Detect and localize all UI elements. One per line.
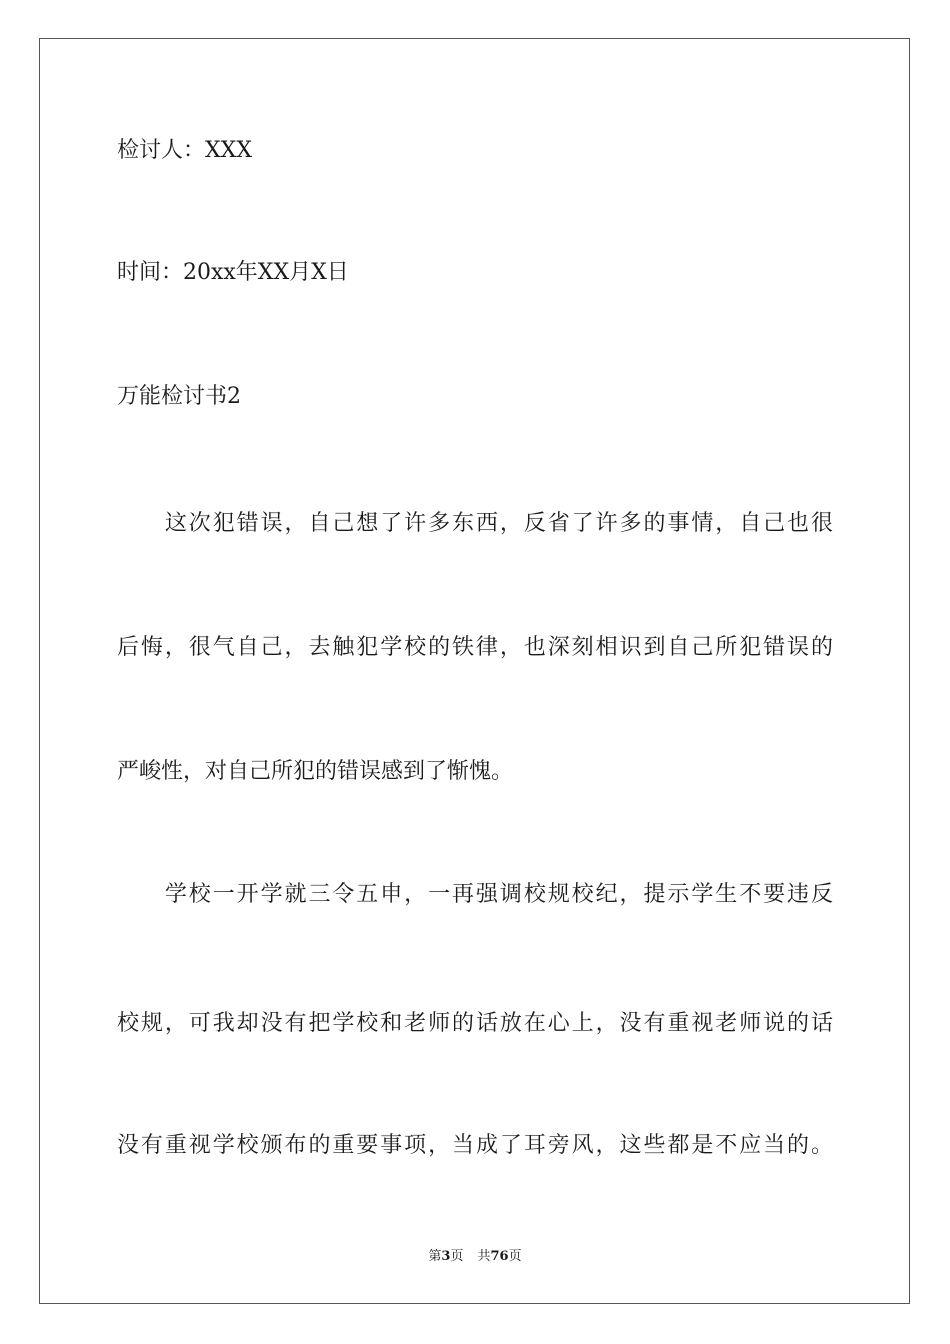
- paragraph-2-line-1: 学校一开学就三令五申，一再强调校规校纪，提示学生不要违反: [117, 882, 833, 907]
- paragraph-1-line-2: 后悔，很气自己，去触犯学校的铁律，也深刻相识到自己所犯错误的: [117, 635, 833, 660]
- reviewer-line: 检讨人：XXX: [117, 138, 252, 163]
- date-line: 时间：20xx年XX月X日: [117, 260, 349, 285]
- page-suffix: 页: [450, 1249, 464, 1264]
- paragraph-1-line-3: 严峻性，对自己所犯的错误感到了惭愧。: [117, 759, 514, 784]
- page-prefix: 第: [428, 1249, 442, 1264]
- page-number: 3: [441, 1249, 451, 1264]
- page-border: [39, 38, 910, 1304]
- total-pages: 76: [490, 1249, 509, 1264]
- section-heading: 万能检讨书2: [117, 384, 241, 409]
- total-prefix: 共: [477, 1249, 491, 1264]
- page-footer: [0, 1248, 950, 1266]
- total-suffix: 页: [508, 1249, 522, 1264]
- paragraph-2-line-3: 没有重视学校颁布的重要事项，当成了耳旁风，这些都是不应当的。: [117, 1133, 833, 1158]
- paragraph-2-line-2: 校规，可我却没有把学校和老师的话放在心上，没有重视老师说的话: [117, 1011, 833, 1036]
- paragraph-1-line-1: 这次犯错误，自己想了许多东西，反省了许多的事情，自己也很: [117, 511, 833, 536]
